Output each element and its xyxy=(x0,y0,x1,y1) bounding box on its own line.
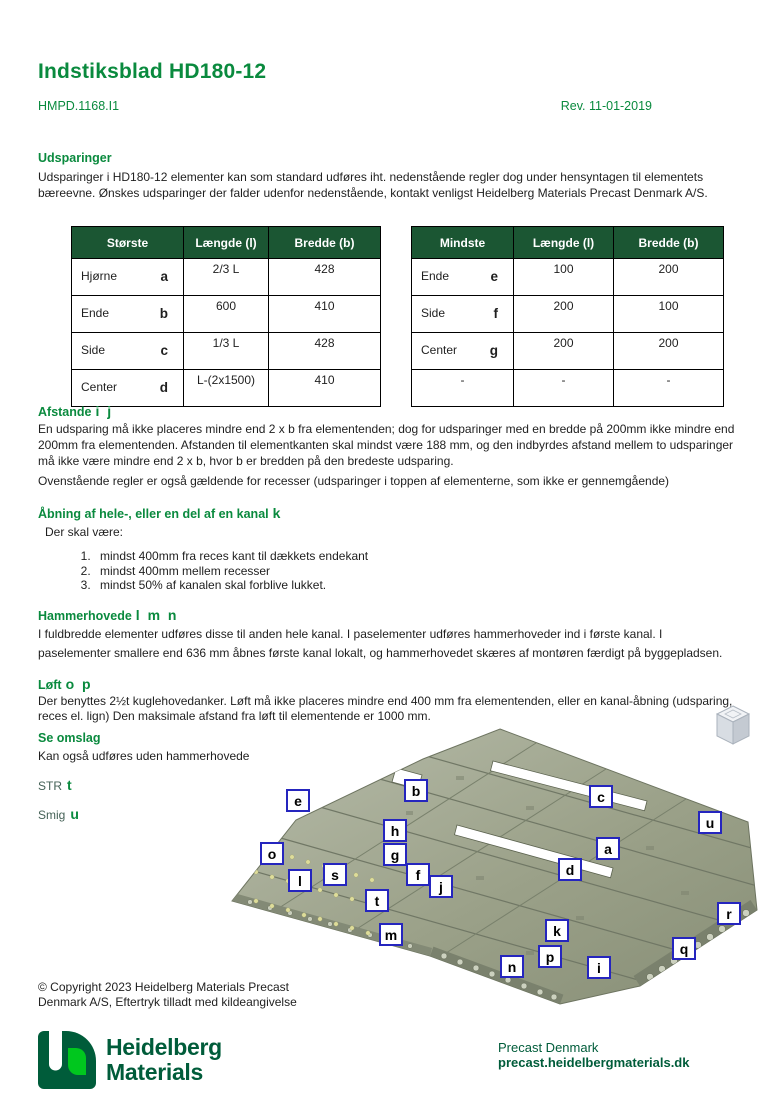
section-heading-hammerhovede xyxy=(38,607,178,623)
row-ref-letter: g xyxy=(489,342,498,358)
illustration-label-l: l xyxy=(288,869,312,892)
table-row xyxy=(72,296,381,333)
heading-text: Afstande xyxy=(38,405,92,419)
brand-wordmark xyxy=(106,1035,222,1085)
cell-laengde: 1/3 L xyxy=(184,333,269,370)
illustration-label-j: j xyxy=(429,875,453,898)
cell-bredde: 428 xyxy=(269,259,381,296)
cell-bredde: 410 xyxy=(269,370,381,407)
illustration-label-b: b xyxy=(404,779,428,802)
cell-bredde: 200 xyxy=(614,333,724,370)
row-ref-letter: b xyxy=(159,305,168,321)
str-ref-letter: t xyxy=(67,777,72,793)
section-heading-afstande xyxy=(38,403,113,419)
heading-ref-letters: i j xyxy=(95,403,114,419)
illustration-label-r: r xyxy=(717,902,741,925)
table-row xyxy=(72,333,381,370)
afstande-body: En udsparing må ikke placeres mindre end 2 x b fra elementenden; dog for udsparinger med en bredde på 200mm ikke mindre end 200mm fra elementenden. Afstanden til elementkanten skal mindst være 188 mm, og den indbyrdes afstand mellem to udsparinger må ikke være mindre end 2 x b, hvor b er bredden på den bredeste udsparing. xyxy=(38,422,735,468)
cell-laengde: L-(2x1500) xyxy=(184,370,269,407)
document-id: HMPD.1168.I1 xyxy=(38,99,120,113)
row-label: Center xyxy=(81,380,118,394)
table-row xyxy=(412,296,724,333)
cell-laengde: 200 xyxy=(514,296,614,333)
illustration-label-k: k xyxy=(545,919,569,942)
cell-bredde: - xyxy=(614,370,724,407)
section-heading-udsparinger: Udsparinger xyxy=(38,151,112,165)
copyright-line: Denmark A/S, Eftertryk tilladt med kildeangivelse xyxy=(38,995,297,1009)
table-row xyxy=(412,333,724,370)
section-heading-se-omslag: Se omslag xyxy=(38,731,101,745)
illustration-label-h: h xyxy=(383,819,407,842)
col-header-mindste: Mindste xyxy=(412,227,514,259)
col-header-stoerste: Største xyxy=(72,227,184,259)
cell-laengde: - xyxy=(514,370,614,407)
illustration-label-u: u xyxy=(698,811,722,834)
illustration-label-f: f xyxy=(406,863,430,886)
smig-reference xyxy=(38,806,79,822)
row-label: Side xyxy=(421,306,446,320)
cell-laengde: 600 xyxy=(184,296,269,333)
row-label: Side xyxy=(81,343,106,357)
col-header-bredde: Bredde (b) xyxy=(269,227,381,259)
loeft-body: Der benyttes 2½t kuglehovedanker. Løft må ikke placeres mindre end 400 mm fra elementenden, eller en kanal-åbning (udsparing, reces el. lign) Den maksimale afstand fra løft til elementende er 1000 mm. xyxy=(38,694,733,723)
slab-render xyxy=(226,716,766,1010)
section-heading-loeft xyxy=(38,676,93,692)
cell-bredde: 100 xyxy=(614,296,724,333)
page-title: Indstiksblad HD180-12 xyxy=(38,60,267,83)
aabning-intro: Der skal være: xyxy=(45,525,124,539)
se-omslag-body: Kan også udføres uden hammerhovede xyxy=(38,749,250,763)
row-ref-letter: a xyxy=(160,268,168,284)
row-label: Ende xyxy=(421,269,450,283)
col-header-bredde: Bredde (b) xyxy=(614,227,724,259)
stoerste-table xyxy=(71,226,381,407)
row-ref-letter: e xyxy=(490,268,498,284)
heading-text: Åbning af hele-, eller en del af en kanal xyxy=(38,507,269,521)
heading-ref-letters: o p xyxy=(65,676,93,692)
row-ref-letter: d xyxy=(159,379,168,395)
table-row xyxy=(72,370,381,407)
smig-ref-letter: u xyxy=(70,806,79,822)
illustration-label-c: c xyxy=(589,785,613,808)
illustration-label-s: s xyxy=(323,863,347,886)
illustration-label-o: o xyxy=(260,842,284,865)
heading-ref-letters: l m n xyxy=(135,607,179,623)
cell-bredde: 200 xyxy=(614,259,724,296)
udsparinger-body: Udsparinger i HD180-12 elementer kan som standard udføres iht. nedenstående regler dog under hensyntagen til elementets bæreevne. Ønskes udsparinger der falder udenfor nedenstående, kontakt venligst Heidelberg Materials Precast Denmark A/S. xyxy=(38,170,708,200)
illustration-label-i: i xyxy=(587,956,611,979)
slab-illustration xyxy=(226,716,766,1010)
col-header-laengde: Længde (l) xyxy=(184,227,269,259)
brand-line: Heidelberg xyxy=(106,1034,222,1060)
rule-item: 3. mindst 50% af kanalen skal forblive lukket. xyxy=(94,578,368,593)
row-ref-letter: f xyxy=(493,305,498,321)
table-row xyxy=(412,370,724,407)
table-header-row xyxy=(412,227,724,259)
cell-bredde: 410 xyxy=(269,296,381,333)
illustration-label-g: g xyxy=(383,843,407,866)
heading-text: Løft xyxy=(38,678,62,692)
cell-laengde: 2/3 L xyxy=(184,259,269,296)
table-header-row xyxy=(72,227,381,259)
brand-line: Materials xyxy=(106,1059,204,1085)
row-ref-letter: c xyxy=(160,342,168,358)
revision-date: Rev. 11-01-2019 xyxy=(560,99,652,113)
illustration-label-a: a xyxy=(596,837,620,860)
mindste-table xyxy=(411,226,724,407)
heading-ref-letters: k xyxy=(272,505,283,521)
copyright-text xyxy=(38,980,297,1010)
contact-url-link[interactable]: precast.heidelbergmaterials.dk xyxy=(498,1055,690,1070)
illustration-label-m: m xyxy=(379,923,403,946)
illustration-label-n: n xyxy=(500,955,524,978)
heidelberg-logo-icon xyxy=(38,1031,96,1089)
cell-bredde: 428 xyxy=(269,333,381,370)
table-row xyxy=(72,259,381,296)
row-label: Center xyxy=(421,343,458,357)
cell-laengde: 100 xyxy=(514,259,614,296)
str-label: STR xyxy=(38,779,62,793)
hammerhovede-body: I fuldbredde elementer udføres disse til anden hele kanal. I paselementer udføres hammerhoveder ind i første kanal. I paselementer smallere end 636 mm åbnes første kanal lokalt, og hammerhovedet skæres af montøren færdigt på byggepladsen. xyxy=(38,627,723,660)
illustration-label-t: t xyxy=(365,889,389,912)
col-header-laengde: Længde (l) xyxy=(514,227,614,259)
table-row xyxy=(412,259,724,296)
row-label: - xyxy=(412,370,514,407)
illustration-label-q: q xyxy=(672,937,696,960)
rule-item: 2. mindst 400mm mellem recesser xyxy=(94,564,368,579)
copyright-line: © Copyright 2023 Heidelberg Materials Precast xyxy=(38,980,289,994)
rule-item: 1. mindst 400mm fra reces kant til dækkets endekant xyxy=(94,549,368,564)
contact-name: Precast Denmark xyxy=(498,1040,599,1055)
aabning-rule-list xyxy=(38,549,368,593)
row-label: Hjørne xyxy=(81,269,118,283)
smig-label: Smig xyxy=(38,808,66,822)
afstande-note: Ovenstående regler er også gældende for recesser (udsparinger i toppen af elementerne, som ikke er gennemgående) xyxy=(38,474,670,488)
row-label: Ende xyxy=(81,306,110,320)
illustration-label-d: d xyxy=(558,858,582,881)
str-reference xyxy=(38,777,72,793)
illustration-label-p: p xyxy=(538,945,562,968)
cell-laengde: 200 xyxy=(514,333,614,370)
heading-text: Hammerhovede xyxy=(38,609,132,623)
section-heading-aabning xyxy=(38,505,282,521)
illustration-label-e: e xyxy=(286,789,310,812)
